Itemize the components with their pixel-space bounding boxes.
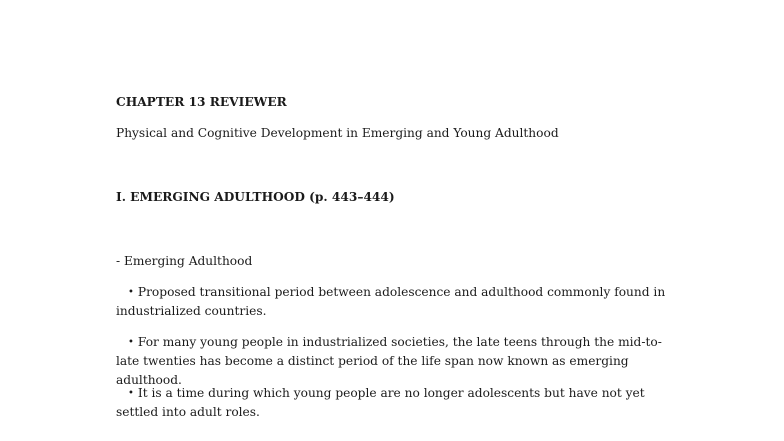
bullet-icon: • [128, 388, 134, 399]
bullet-icon: • [128, 337, 134, 348]
bullet-paragraph-3 [116, 384, 668, 422]
chapter-subtitle: Physical and Cognitive Development in Emerging and Young Adulthood [116, 126, 559, 140]
bullet-text-3: It is a time during which young people are no longer adolescents but have not yet settled into adult roles. [116, 386, 645, 419]
chapter-title: CHAPTER 13 REVIEWER [116, 95, 287, 109]
bullet-paragraph-2 [116, 333, 668, 390]
bullet-icon: • [128, 287, 134, 298]
bullet-text-2: For many young people in industrialized societies, the late teens through the mid-to-late twenties has become a distinct period of the life span now known as emerging adulthood. [116, 335, 662, 387]
bullet-text-1: Proposed transitional period between adolescence and adulthood commonly found in industrialized countries. [116, 285, 666, 318]
section-heading: I. EMERGING ADULTHOOD (p. 443–444) [116, 190, 395, 204]
bullet-paragraph-1 [116, 283, 668, 321]
topic-heading: - Emerging Adulthood [116, 254, 253, 268]
